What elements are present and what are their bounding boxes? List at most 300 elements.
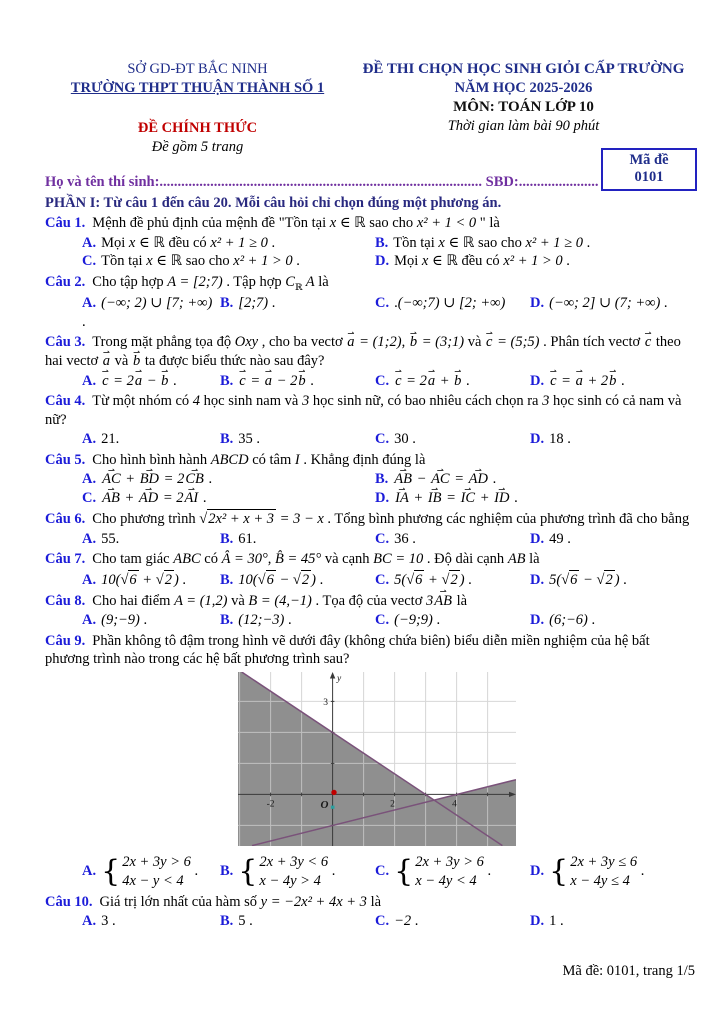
vector: b ⇀ xyxy=(160,372,169,391)
option-a xyxy=(82,372,220,391)
math: x² + 1 > 0 xyxy=(233,253,293,270)
option-label: D. xyxy=(530,431,545,448)
options xyxy=(45,530,697,549)
text: học sinh nam và xyxy=(200,393,302,410)
option-label: C. xyxy=(375,372,390,389)
math: 4 xyxy=(192,393,201,410)
text: . xyxy=(660,295,668,312)
math: Oxy xyxy=(234,334,259,351)
text: . xyxy=(619,571,627,588)
math: B = (4,−1) xyxy=(248,592,312,609)
math: A xyxy=(302,273,315,290)
option-label: C. xyxy=(375,612,390,629)
option-label: B. xyxy=(220,530,234,547)
text: . Phân tích vectơ xyxy=(539,334,644,351)
text: Tồn tại xyxy=(393,234,439,251)
vector: ID ⇀ xyxy=(493,489,510,508)
option-b xyxy=(220,430,375,449)
text: 5 . xyxy=(238,913,253,930)
text: . xyxy=(315,571,324,588)
math: x² + 1 > 0 xyxy=(503,253,563,270)
option-label: B. xyxy=(220,431,234,448)
question-9 xyxy=(45,632,697,891)
text: . xyxy=(267,234,276,251)
options xyxy=(45,294,697,331)
vector: b ⇀ xyxy=(297,372,306,391)
x-tick-label-2: 2 xyxy=(390,799,395,810)
question-number: Câu 5. xyxy=(45,451,86,468)
math: (−∞; 2) ∪ [7; +∞) xyxy=(101,295,213,312)
math: − xyxy=(413,471,431,488)
option-label: C. xyxy=(375,571,390,588)
option-label: C. xyxy=(375,863,390,880)
header-right xyxy=(350,60,697,156)
text: . xyxy=(582,234,591,251)
text: . Tọa độ của vectơ xyxy=(311,592,426,609)
text: Trong mặt phẳng tọa độ xyxy=(92,334,235,351)
option-label: A. xyxy=(82,372,97,389)
vector: c ⇀ xyxy=(485,333,493,352)
option-b xyxy=(220,294,375,331)
math: + xyxy=(436,372,454,389)
math: + xyxy=(121,471,139,488)
part1-heading: PHẦN I: Từ câu 1 đến câu 20. Mỗi câu hỏi chỉ chọn đúng một phương án. xyxy=(45,194,502,211)
text: . Tổng bình phương các nghiệm của phương trình đã cho bằng xyxy=(323,511,690,528)
text: là xyxy=(314,273,329,290)
teal-mark xyxy=(331,805,335,808)
text: . Độ dài cạnh xyxy=(423,551,508,568)
math: − 2 xyxy=(273,372,298,389)
text: 30 . xyxy=(394,431,416,448)
option-label: A. xyxy=(82,530,97,547)
option-b xyxy=(220,570,375,590)
vector: IA ⇀ xyxy=(394,489,410,508)
text: sao cho xyxy=(365,215,417,232)
text: . xyxy=(488,471,497,488)
origin-dot xyxy=(331,789,336,794)
vector: AD ⇀ xyxy=(138,489,159,508)
math: 3 xyxy=(301,393,310,410)
option-label: A. xyxy=(82,612,97,629)
vector: a ⇀ xyxy=(575,372,584,391)
vector: AI ⇀ xyxy=(184,489,200,508)
text: Cho tam giác xyxy=(92,551,174,568)
math: I xyxy=(294,451,300,468)
option-label: B. xyxy=(220,863,234,880)
question-3 xyxy=(45,333,697,390)
math: 10( xyxy=(101,571,121,588)
header-left xyxy=(45,60,350,156)
text: " là xyxy=(476,215,500,232)
math: (6;−6) xyxy=(549,612,588,629)
option-b xyxy=(220,611,375,630)
text: là xyxy=(452,592,468,609)
vector: BD ⇀ xyxy=(139,470,160,489)
question-6 xyxy=(45,509,697,548)
math: ABCD xyxy=(210,451,249,468)
text: . xyxy=(169,372,177,389)
option-b xyxy=(220,530,375,549)
text: . xyxy=(432,612,441,629)
vector: AC ⇀ xyxy=(101,470,122,489)
math: + 2 xyxy=(583,372,609,389)
math: 3 xyxy=(426,592,434,609)
graph-figure xyxy=(238,672,516,852)
math: + xyxy=(120,489,138,506)
math: + xyxy=(424,571,442,588)
option-label: B. xyxy=(375,234,389,251)
department-name: SỞ GD-ĐT BẮC NINH xyxy=(127,61,268,77)
square-root: √ 2 xyxy=(441,571,458,588)
text: Mọi xyxy=(101,234,129,251)
math: 3 xyxy=(542,393,550,410)
option-label: C. xyxy=(375,295,390,312)
text: học sinh có cả nam và nữ? xyxy=(45,393,682,428)
text: có tâm xyxy=(248,451,295,468)
math: − xyxy=(143,372,161,389)
math: (9;−9) xyxy=(101,612,140,629)
option-c xyxy=(375,611,530,630)
text: Cho hình bình hành xyxy=(92,451,211,468)
question-1 xyxy=(45,214,697,271)
vector: c ⇀ xyxy=(549,372,557,391)
y-axis-label: y xyxy=(337,673,342,684)
option-label: D. xyxy=(530,530,545,547)
text: . xyxy=(637,863,645,880)
option-label: D. xyxy=(530,863,545,880)
question-number: Câu 3. xyxy=(45,334,86,351)
vector: a ⇀ xyxy=(427,372,436,391)
text: 3 . xyxy=(101,913,116,930)
math: (−∞; 2] ∪ (7; +∞) xyxy=(549,295,661,312)
math: B̂ = 45° xyxy=(275,551,322,568)
question-10 xyxy=(45,893,697,931)
brace: { xyxy=(549,854,569,890)
option-d xyxy=(530,372,697,391)
text: . xyxy=(178,571,187,588)
vector: AC ⇀ xyxy=(430,470,451,489)
vector: a ⇀ xyxy=(102,352,111,371)
option-label: D. xyxy=(530,913,545,930)
math: 10( xyxy=(238,571,258,588)
square-root: √ 6 xyxy=(120,571,137,588)
question-number: Câu 9. xyxy=(45,632,86,649)
math: Â = 30° xyxy=(221,551,268,568)
question-number: Câu 2. xyxy=(45,273,86,290)
text: . xyxy=(190,863,199,880)
text: và xyxy=(111,352,132,369)
text: . xyxy=(292,253,300,270)
text: . xyxy=(483,863,492,880)
question-number: Câu 1. xyxy=(45,215,86,232)
math: x ∈ ℝ xyxy=(438,234,475,251)
vector: c ⇀ xyxy=(394,372,402,391)
option-label: C. xyxy=(82,489,97,506)
question-stem xyxy=(45,632,697,669)
question-stem xyxy=(45,451,697,470)
question-stem xyxy=(45,333,697,370)
square-root: √ 2 xyxy=(596,571,613,588)
math: x² + 1 ≥ 0 xyxy=(525,234,583,251)
option-c xyxy=(375,372,530,391)
option-d xyxy=(530,912,697,931)
text: . xyxy=(328,863,336,880)
math: − xyxy=(579,571,597,588)
option-label: C. xyxy=(375,913,390,930)
question-number: Câu 10. xyxy=(45,893,93,910)
question-2 xyxy=(45,273,697,331)
option-label: D. xyxy=(375,253,390,270)
page-count-note: Đề gồm 5 trang xyxy=(151,138,244,155)
text: . xyxy=(306,372,314,389)
question-7 xyxy=(45,550,697,589)
math: ABC xyxy=(173,551,201,568)
math: = xyxy=(557,372,575,389)
math: (−∞;7) ∪ [2; +∞) xyxy=(397,295,506,312)
vector: AD ⇀ xyxy=(468,470,489,489)
math: BC = 10 xyxy=(373,551,424,568)
option-label: B. xyxy=(220,295,234,312)
question-stem xyxy=(45,214,697,233)
math: A = (1,2) xyxy=(174,592,228,609)
options xyxy=(45,570,697,590)
inequality-system: { 2x + 3y < 6 x − 4y > 4 xyxy=(238,854,329,890)
math: = 2 xyxy=(109,372,134,389)
option-label: D. xyxy=(530,295,545,312)
options xyxy=(45,912,697,931)
options xyxy=(45,470,697,507)
question-number: Câu 8. xyxy=(45,592,86,609)
square-root: √ 2x² + x + 3 xyxy=(199,511,275,528)
text: là xyxy=(525,551,540,568)
math: −2 xyxy=(394,913,412,930)
option-label: C. xyxy=(82,253,97,270)
vector: IC ⇀ xyxy=(460,489,477,508)
option-c xyxy=(375,430,530,449)
option-label: C. xyxy=(375,530,390,547)
exam-code-box xyxy=(601,148,697,191)
math: = xyxy=(246,372,264,389)
vector: b ⇀ xyxy=(608,372,617,391)
square-root: √ 2 xyxy=(155,571,172,588)
official-exam-label: ĐỀ CHÍNH THỨC xyxy=(137,120,258,137)
text: . xyxy=(562,253,570,270)
option-label: A. xyxy=(82,234,97,251)
option-c xyxy=(375,853,530,891)
vector: CB ⇀ xyxy=(184,470,205,489)
option-d xyxy=(530,294,697,331)
math: x² + 1 < 0 xyxy=(416,215,477,232)
origin-label: O xyxy=(320,798,329,811)
question-5 xyxy=(45,451,697,508)
vector: c ⇀ xyxy=(101,372,109,391)
option-c xyxy=(82,489,375,508)
math: (−9;9) xyxy=(394,612,433,629)
text: 1 . xyxy=(549,913,564,930)
math: + xyxy=(476,489,494,506)
vector: AB ⇀ xyxy=(393,470,413,489)
options xyxy=(45,372,697,391)
option-label: A. xyxy=(82,431,97,448)
math: = xyxy=(450,471,468,488)
option-label: D. xyxy=(530,571,545,588)
option-d xyxy=(375,489,697,508)
option-label: A. xyxy=(82,471,97,488)
math: [2;7) xyxy=(238,295,269,312)
option-d xyxy=(375,252,697,271)
x-tick-label-4: 4 xyxy=(452,799,457,810)
math: = 3 − x xyxy=(276,511,324,528)
math: + xyxy=(409,489,427,506)
text: sao cho xyxy=(474,234,526,251)
option-label: B. xyxy=(220,913,234,930)
question-8 xyxy=(45,592,697,630)
text: có xyxy=(200,551,222,568)
option-c xyxy=(375,530,530,549)
text: . Khẳng định đúng là xyxy=(299,451,426,468)
text: . xyxy=(139,612,148,629)
text: Cho tập hợp xyxy=(92,273,168,290)
question-number: Câu 7. xyxy=(45,551,86,568)
vector: a ⇀ xyxy=(134,372,143,391)
option-c xyxy=(375,570,530,590)
page-footer: Mã đề: 0101, trang 1/5 xyxy=(562,963,695,979)
text: 55. xyxy=(101,530,120,547)
option-label: B. xyxy=(220,372,234,389)
exam-title: ĐỀ THI CHỌN HỌC SINH GIỎI CẤP TRƯỜNG xyxy=(362,61,685,77)
option-b xyxy=(375,470,697,489)
subject-line: MÔN: TOÁN LỚP 10 xyxy=(453,98,594,115)
question-stem xyxy=(45,273,697,293)
text: . xyxy=(204,471,213,488)
option-a xyxy=(82,570,220,590)
text: Từ một nhóm có xyxy=(92,393,193,410)
option-label: C. xyxy=(375,431,390,448)
option-c xyxy=(82,252,375,271)
question-stem xyxy=(45,893,697,912)
inequality-system: { 2x + 3y > 6 x − 4y < 4 xyxy=(394,854,484,890)
vector: c ⇀ xyxy=(238,372,246,391)
vector: AB ⇀ xyxy=(101,489,121,508)
option-label: A. xyxy=(82,913,97,930)
questions xyxy=(45,214,697,931)
options xyxy=(45,234,697,271)
header xyxy=(45,60,697,156)
math: = (3;1) xyxy=(418,334,465,351)
math: ) xyxy=(459,571,465,588)
math: = (1;2) xyxy=(355,334,402,351)
question-stem xyxy=(45,550,697,569)
math: x² + 1 ≥ 0 xyxy=(210,234,268,251)
text: 35 . xyxy=(238,431,261,448)
math: y = −2x² + 4x + 3 xyxy=(260,893,367,910)
math: x ∈ ℝ xyxy=(128,234,165,251)
option-a xyxy=(82,853,220,891)
y-tick-label-3: 3 xyxy=(323,697,328,708)
school-name: TRƯỜNG THPT THUẬN THÀNH SỐ 1 xyxy=(70,79,325,96)
square-root: √ 6 xyxy=(406,571,423,588)
option-label: D. xyxy=(530,612,545,629)
option-d xyxy=(530,430,697,449)
question-stem xyxy=(45,392,697,429)
vector: b ⇀ xyxy=(453,372,462,391)
question-stem xyxy=(45,592,697,611)
math: = 2 xyxy=(160,471,185,488)
option-c xyxy=(375,912,530,931)
text: theo hai vectơ xyxy=(45,334,681,369)
vector: b ⇀ xyxy=(409,333,418,352)
text: Mệnh đề phủ định của mệnh đề "Tồn tại xyxy=(92,215,330,232)
option-a xyxy=(82,530,220,549)
option-c xyxy=(375,294,530,331)
student-info-line: Họ và tên thí sinh:......................................................................................... SBD:...................... xyxy=(45,174,599,191)
option-b xyxy=(220,853,375,891)
text: và xyxy=(227,592,249,609)
options xyxy=(45,853,697,891)
option-label: A. xyxy=(82,295,97,312)
math: − xyxy=(275,571,293,588)
text: . xyxy=(394,295,398,312)
brace: { xyxy=(394,854,414,890)
option-label: B. xyxy=(220,612,234,629)
option-a xyxy=(82,912,220,931)
math: = 2 xyxy=(159,489,184,506)
text: đều có xyxy=(457,253,504,270)
math: ) xyxy=(311,571,316,588)
duration-line: Thời gian làm bài 90 phút xyxy=(447,117,600,134)
question-number: Câu 6. xyxy=(45,511,86,528)
text: sao cho xyxy=(182,253,234,270)
text: . xyxy=(617,372,625,389)
text: 21. xyxy=(101,431,120,448)
vector: a ⇀ xyxy=(264,372,273,391)
option-label: B. xyxy=(375,471,389,488)
math: = 2 xyxy=(402,372,427,389)
math: A xyxy=(167,273,176,290)
text: Tồn tại xyxy=(101,253,147,270)
text: . xyxy=(82,313,86,330)
vector: a ⇀ xyxy=(346,333,355,352)
text: , xyxy=(401,334,409,351)
text: , cho ba vectơ xyxy=(258,334,347,351)
text: . xyxy=(464,571,472,588)
math: AB xyxy=(507,551,526,568)
text: và xyxy=(464,334,486,351)
square-root: √ 2 xyxy=(292,571,310,588)
inequality-system: { 2x + 3y ≤ 6 x − 4y ≤ 4 xyxy=(549,854,638,890)
option-d xyxy=(530,570,697,590)
text: . xyxy=(284,612,292,629)
text: . xyxy=(462,372,470,389)
brace: { xyxy=(238,854,258,890)
option-b xyxy=(375,234,697,253)
option-a xyxy=(82,294,220,331)
text: Cho hai điểm xyxy=(92,592,175,609)
math-subscript: ℝ xyxy=(294,281,303,292)
text: . xyxy=(587,612,596,629)
math: 5( xyxy=(394,571,407,588)
option-d xyxy=(530,530,697,549)
square-root: √ 6 xyxy=(257,571,274,588)
text: Mọi xyxy=(394,253,422,270)
math: + xyxy=(138,571,156,588)
math: 5( xyxy=(549,571,562,588)
math: C xyxy=(285,273,295,290)
school-year: NĂM HỌC 2025-2026 xyxy=(454,80,593,97)
text: . xyxy=(510,489,518,506)
question-number: Câu 4. xyxy=(45,393,86,410)
math: = (5;5) xyxy=(493,334,540,351)
